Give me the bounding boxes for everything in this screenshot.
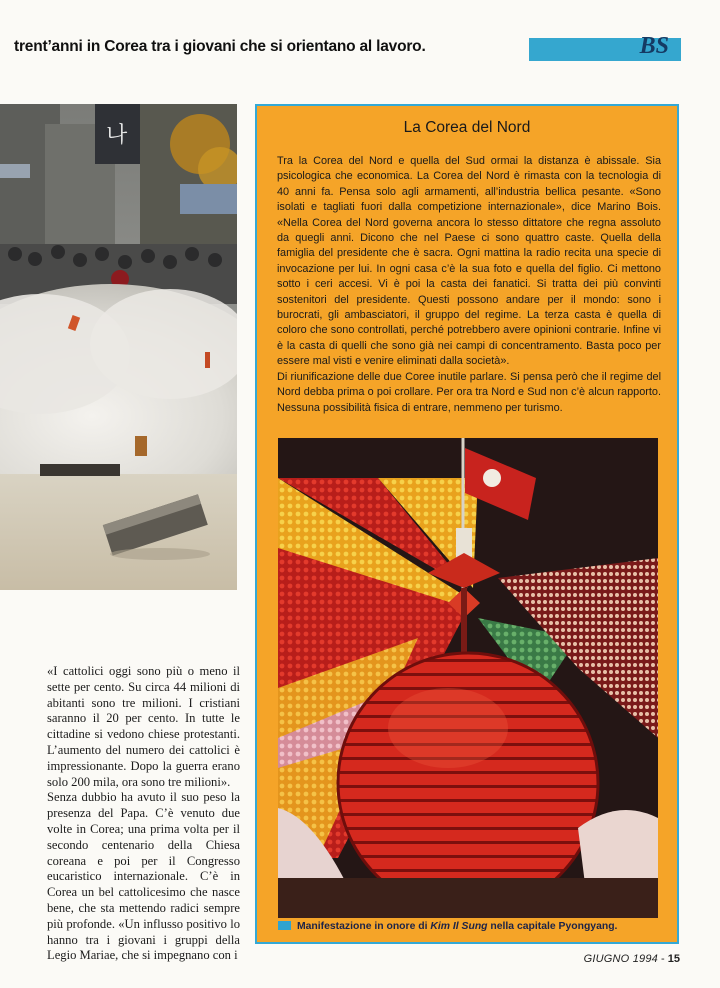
svg-text:나: 나 — [106, 123, 128, 148]
page-number: 15 — [667, 953, 680, 965]
north-korea-sidebar — [255, 104, 679, 944]
caption-text-end: nella capitale Pyongyang. — [487, 921, 618, 932]
sidebar-paragraph: Tra la Corea del Nord e quella del Sud ormai la distanza è abissale. Sia psicologica che economica. La Corea del Nord è rimasta con la tecnologia di 40 anni fa. Pensa solo agli armamenti, all’industria bellica pesante. «Sono isolati e tagliati fuori dalla competizione internazionale», dice Marino Bois. «Nella Corea del Nord governa ancora lo stesso dittatore che regna assoluto da quegli anni. Dicono che nel Paese ci sono quattro caste. Quella della famiglia del presidente che è sacra. Ogni mattina la radio recita una specie di invocazione per lui. In ogni casa c’è la sua foto e quella del figlio. Ci mettono sotto i ceri accesi. Vi è poi la casta dei fanatici. Si tratta dei più convinti sostenitori del presidente. Questi possono andare per il mondo: sono i burocrati, gli ambasciatori, il gruppo del regime. La terza casta è quella di coloro che sono controllati, perché potrebbero avere opinioni contrarie. Infine vi è la casta di quelli che sono già nei campi di concentramento. Basta poco per essere mal visti e venire eliminati dalla società». — [277, 155, 661, 368]
section-bar — [529, 33, 681, 61]
body-paragraph: Senza dubbio ha avuto il suo peso la presenza del Papa. C’è venuto due volte in Corea; una prima volta per il secondo centenario della Chiesa coreana e poi per il Congresso eucaristico internazionale. C’è in Corea un bel cattolicesimo che nasce bene, che sta mettendo radici sempre più profonde. «Un influsso positivo lo hanno tra i giovani i gruppi della Legio Mariae, che si impegnano con i — [47, 790, 240, 963]
section-logo: BS — [639, 33, 669, 59]
pyongyang-parade-photo — [278, 438, 658, 918]
sidebar-title: La Corea del Nord — [403, 119, 531, 136]
caption-name: Kim Il Sung — [430, 921, 488, 932]
issue-date: GIUGNO 1994 — [583, 953, 658, 965]
sidebar-text — [277, 154, 661, 416]
photo-caption — [278, 921, 668, 932]
riot-photo — [0, 104, 237, 590]
page-footer — [584, 953, 680, 965]
caption-marker — [278, 921, 291, 930]
sidebar-paragraph: Di riunificazione delle due Coree inutile parlare. Si pensa però che il regime del Nord debba prima o poi crollare. Per ora tra Nord e Sud non c’è alcun rapporto. Nessuna possibilità fisica di entrare, nemmeno per turismo. — [277, 370, 661, 414]
caption-text: Manifestazione in onore di — [297, 921, 431, 932]
body-paragraph: «I cattolici oggi sono più o meno il sette per cento. Su circa 44 milioni di abitanti sono tre milioni. I cristiani saranno il 20 per cento. In tutte le cittadine si vedono chiese protestanti. L’aumento del numero dei cattolici è impressionante. Dopo la guerra erano solo 200 mila, ora sono tre milioni». — [47, 664, 240, 789]
running-header: trent’anni in Corea tra i giovani che si orientano al lavoro. — [14, 38, 426, 55]
body-text-column — [47, 664, 240, 964]
footer-separator: - — [657, 953, 668, 965]
